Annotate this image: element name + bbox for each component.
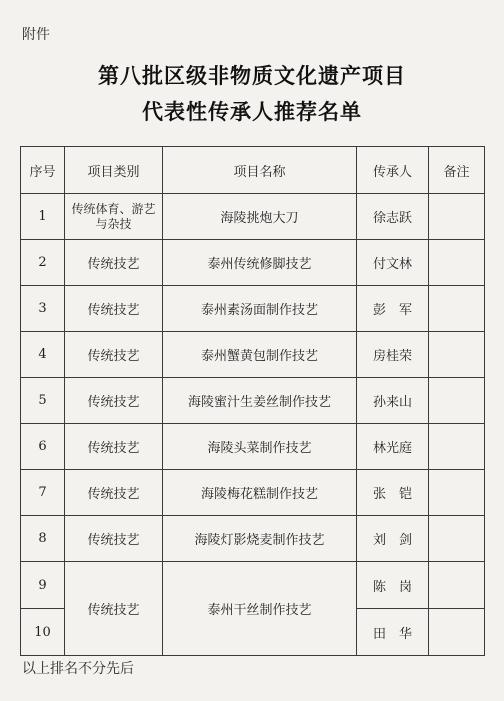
- row-category: 传统技艺: [65, 516, 163, 562]
- row-category: 传统技艺: [65, 562, 163, 656]
- row-inheritor: 田 华: [357, 609, 429, 656]
- row-inheritor: 房桂荣: [357, 332, 429, 378]
- row-remark: [429, 378, 485, 424]
- row-category: 传统技艺: [65, 470, 163, 516]
- row-no: 1: [21, 194, 65, 240]
- row-project: 海陵蜜汁生姜丝制作技艺: [163, 378, 357, 424]
- row-no: 4: [21, 332, 65, 378]
- table-row: [21, 286, 485, 332]
- document-title-line2: 代表性传承人推荐名单: [142, 100, 362, 124]
- header-no: 序号: [21, 147, 65, 194]
- table-row: [21, 240, 485, 286]
- row-inheritor: 刘 剑: [357, 516, 429, 562]
- row-project: 泰州素汤面制作技艺: [163, 286, 357, 332]
- row-inheritor: 彭 军: [357, 286, 429, 332]
- table-row: [21, 194, 485, 240]
- row-remark: [429, 240, 485, 286]
- footnote: 以上排名不分先后: [22, 661, 134, 677]
- row-remark: [429, 562, 485, 609]
- table-row: [21, 378, 485, 424]
- row-no: 10: [21, 609, 65, 656]
- row-category: 传统技艺: [65, 378, 163, 424]
- row-remark: [429, 332, 485, 378]
- row-no: 6: [21, 424, 65, 470]
- row-no: 3: [21, 286, 65, 332]
- row-remark: [429, 470, 485, 516]
- table-row: [21, 562, 485, 609]
- attachment-label: 附件: [22, 27, 50, 43]
- row-inheritor: 孙来山: [357, 378, 429, 424]
- row-no: 7: [21, 470, 65, 516]
- row-no: 2: [21, 240, 65, 286]
- row-no: 5: [21, 378, 65, 424]
- header-remark: 备注: [429, 147, 485, 194]
- row-inheritor: 陈 岗: [357, 562, 429, 609]
- row-remark: [429, 286, 485, 332]
- row-project: 海陵头菜制作技艺: [163, 424, 357, 470]
- row-project: 泰州干丝制作技艺: [163, 562, 357, 656]
- row-category: 传统技艺: [65, 240, 163, 286]
- row-remark: [429, 424, 485, 470]
- row-no: 8: [21, 516, 65, 562]
- table-row: [21, 332, 485, 378]
- row-category: 传统技艺: [65, 332, 163, 378]
- table-row: [21, 470, 485, 516]
- row-no: 9: [21, 562, 65, 609]
- row-inheritor: 张 铠: [357, 470, 429, 516]
- row-category: 传统体育、游艺与杂技: [65, 194, 163, 240]
- row-remark: [429, 194, 485, 240]
- header-project: 项目名称: [163, 147, 357, 194]
- row-remark: [429, 516, 485, 562]
- row-category: 传统技艺: [65, 424, 163, 470]
- document-title-line1: 第八批区级非物质文化遗产项目: [98, 64, 406, 88]
- inheritor-table: [20, 146, 485, 656]
- row-inheritor: 林光庭: [357, 424, 429, 470]
- row-project: 海陵梅花糕制作技艺: [163, 470, 357, 516]
- row-category: 传统技艺: [65, 286, 163, 332]
- row-project: 泰州传统修脚技艺: [163, 240, 357, 286]
- table-header-row: [21, 147, 485, 194]
- row-inheritor: 付文林: [357, 240, 429, 286]
- row-project: 海陵挑炮大刀: [163, 194, 357, 240]
- header-inheritor: 传承人: [357, 147, 429, 194]
- row-project: 泰州蟹黄包制作技艺: [163, 332, 357, 378]
- table-row: [21, 516, 485, 562]
- row-remark: [429, 609, 485, 656]
- header-category: 项目类别: [65, 147, 163, 194]
- row-project: 海陵灯影烧麦制作技艺: [163, 516, 357, 562]
- row-inheritor: 徐志跃: [357, 194, 429, 240]
- table-row: [21, 424, 485, 470]
